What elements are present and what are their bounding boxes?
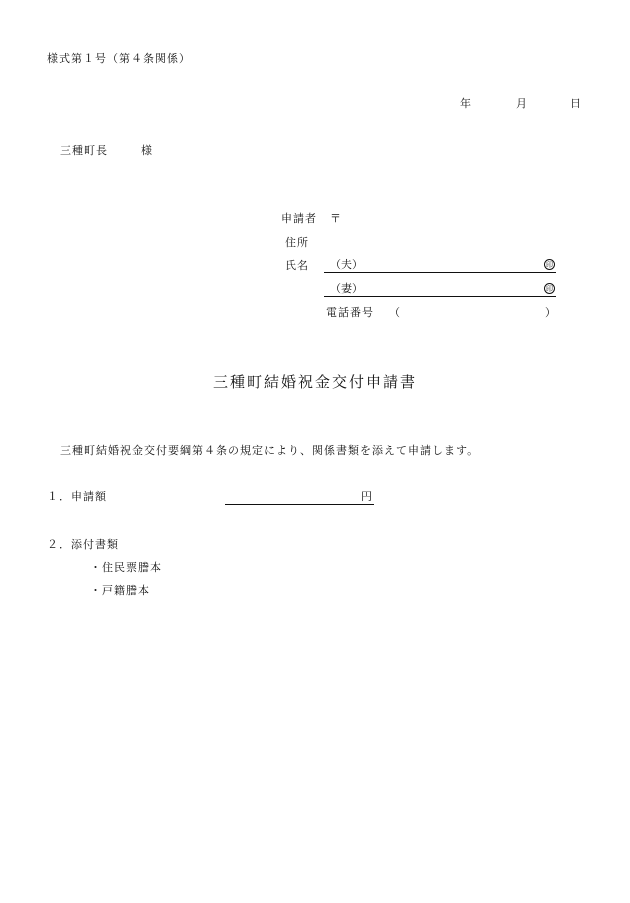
attachment-item: ・住民票謄本 xyxy=(90,561,162,574)
attachment-item: ・戸籍謄本 xyxy=(90,584,150,597)
date-month-label: 月 xyxy=(516,97,527,110)
addressee-honorific: 様 xyxy=(141,144,152,157)
husband-name-field[interactable] xyxy=(324,259,556,273)
addressee-name: 三種町長 xyxy=(60,144,108,157)
name-label: 氏名 xyxy=(285,259,309,272)
phone-open-paren: （ xyxy=(389,306,400,319)
item1-label: １．申請額 xyxy=(47,490,107,503)
husband-seal-icon: 印 xyxy=(546,261,553,269)
date-day-label: 日 xyxy=(570,97,581,110)
postal-mark: 〒 xyxy=(330,212,341,225)
wife-label: （妻） xyxy=(330,282,363,295)
intro-text: 三種町結婚祝金交付要綱第４条の規定により、関係書類を添えて申請します。 xyxy=(60,444,480,457)
item2-label: ２．添付書類 xyxy=(47,538,119,551)
amount-unit: 円 xyxy=(361,490,372,503)
date-year-label: 年 xyxy=(460,97,471,110)
address-label: 住所 xyxy=(285,236,309,249)
phone-close-paren: ） xyxy=(545,306,556,319)
husband-label: （夫） xyxy=(330,258,363,271)
wife-name-field[interactable] xyxy=(324,283,556,297)
applicant-label: 申請者 xyxy=(281,212,317,225)
wife-seal-icon: 印 xyxy=(546,285,553,293)
document-title: 三種町結婚祝金交付申請書 xyxy=(212,373,417,391)
amount-field[interactable] xyxy=(225,491,374,505)
phone-label: 電話番号 xyxy=(326,306,374,319)
form-number: 様式第１号（第４条関係） xyxy=(47,52,191,65)
